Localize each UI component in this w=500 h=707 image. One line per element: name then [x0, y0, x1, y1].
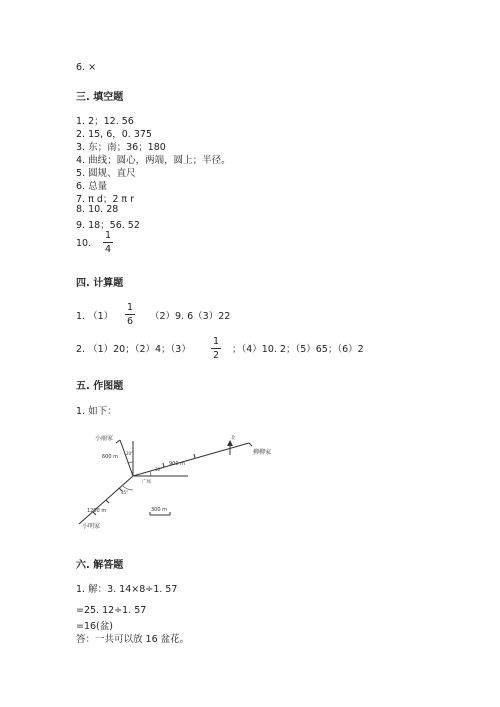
- solution-answer: 答：一共可以放 16 盆花。: [76, 634, 190, 645]
- label-square: 广场: [142, 480, 151, 485]
- item6-answer: 6. ×: [76, 62, 97, 73]
- fraction-numerator: 1: [212, 336, 220, 347]
- label-xiaoming-home: 小明家: [82, 523, 101, 530]
- xiaoli-direction-line: [120, 440, 133, 476]
- fill-answer-4: 4. 曲线；圆心，两端，圆上；半径。: [76, 155, 231, 166]
- calc-line1-suffix: （2）9. 6（3）22: [150, 311, 231, 322]
- fill-answer-5: 5. 圆规、直尺: [76, 168, 136, 179]
- fraction-numerator: 1: [126, 302, 134, 313]
- angle-arc-30: [150, 471, 151, 476]
- fill-answer-10-label: 10.: [76, 238, 92, 249]
- section4-heading: 四. 计算题: [76, 278, 124, 289]
- liuliu-scale-tick: [163, 463, 164, 467]
- section3-heading: 三. 填空题: [76, 92, 124, 103]
- fraction-numerator: 1: [104, 230, 112, 241]
- fraction-denominator: 6: [126, 316, 134, 327]
- calc-line1-prefix: 1. （1）: [76, 311, 114, 322]
- label-angle-45: 45°: [121, 490, 129, 495]
- fill-answer-3: 3. 东；南；36；180: [76, 142, 166, 153]
- solution-line-3: =16(盆): [76, 621, 113, 632]
- xiaoli-end-tick: [116, 440, 120, 443]
- liuliu-end-tick: [249, 443, 252, 446]
- fill-answer-1: 1. 2；12. 56: [76, 116, 134, 127]
- fill-answer-6: 6. 总量: [76, 181, 108, 192]
- fraction-denominator: 4: [104, 244, 112, 255]
- label-angle-30: 30°: [155, 467, 163, 472]
- liuliu-direction-line: [133, 443, 249, 476]
- label-north: 北: [231, 436, 236, 441]
- fill-answer-8: 8. 10. 28: [76, 204, 119, 215]
- section6-heading: 六. 解答题: [76, 560, 124, 571]
- label-distance-900: 900 m: [169, 461, 186, 467]
- calc-line2-suffix: ；（4）10. 2；（5）65；（6）2: [232, 344, 364, 355]
- drawing-answer-label: 1. 如下：: [76, 406, 117, 417]
- section5-heading: 五. 作图题: [76, 381, 124, 392]
- liuliu-scale-tick: [194, 454, 195, 458]
- label-xiaoli-home: 小丽家: [95, 435, 114, 442]
- solution-line-1: 1. 解：3. 14×8÷1. 57: [76, 584, 178, 595]
- calc-line2-prefix: 2. （1）20；（2）4；（3）: [76, 344, 191, 355]
- label-angle-20: 20°: [126, 451, 134, 456]
- scale-bar-label: 300 m: [151, 507, 168, 513]
- label-liuliu-home: 柳柳家: [253, 449, 272, 456]
- fill-answer-2: 2. 15, 6，0. 375: [76, 129, 152, 140]
- label-distance-1200: 1200 m: [87, 508, 107, 514]
- fill-answer-9: 9. 18；56. 52: [76, 220, 140, 231]
- label-distance-600: 600 m: [102, 454, 119, 460]
- fraction-denominator: 2: [212, 350, 220, 361]
- fill-answer-7: 7. π d；2 π r: [76, 194, 135, 205]
- xiaoming-scale-tick: [106, 500, 109, 503]
- solution-line-2: =25. 12÷1. 57: [76, 605, 147, 616]
- angle-arc-20: [128, 462, 133, 463]
